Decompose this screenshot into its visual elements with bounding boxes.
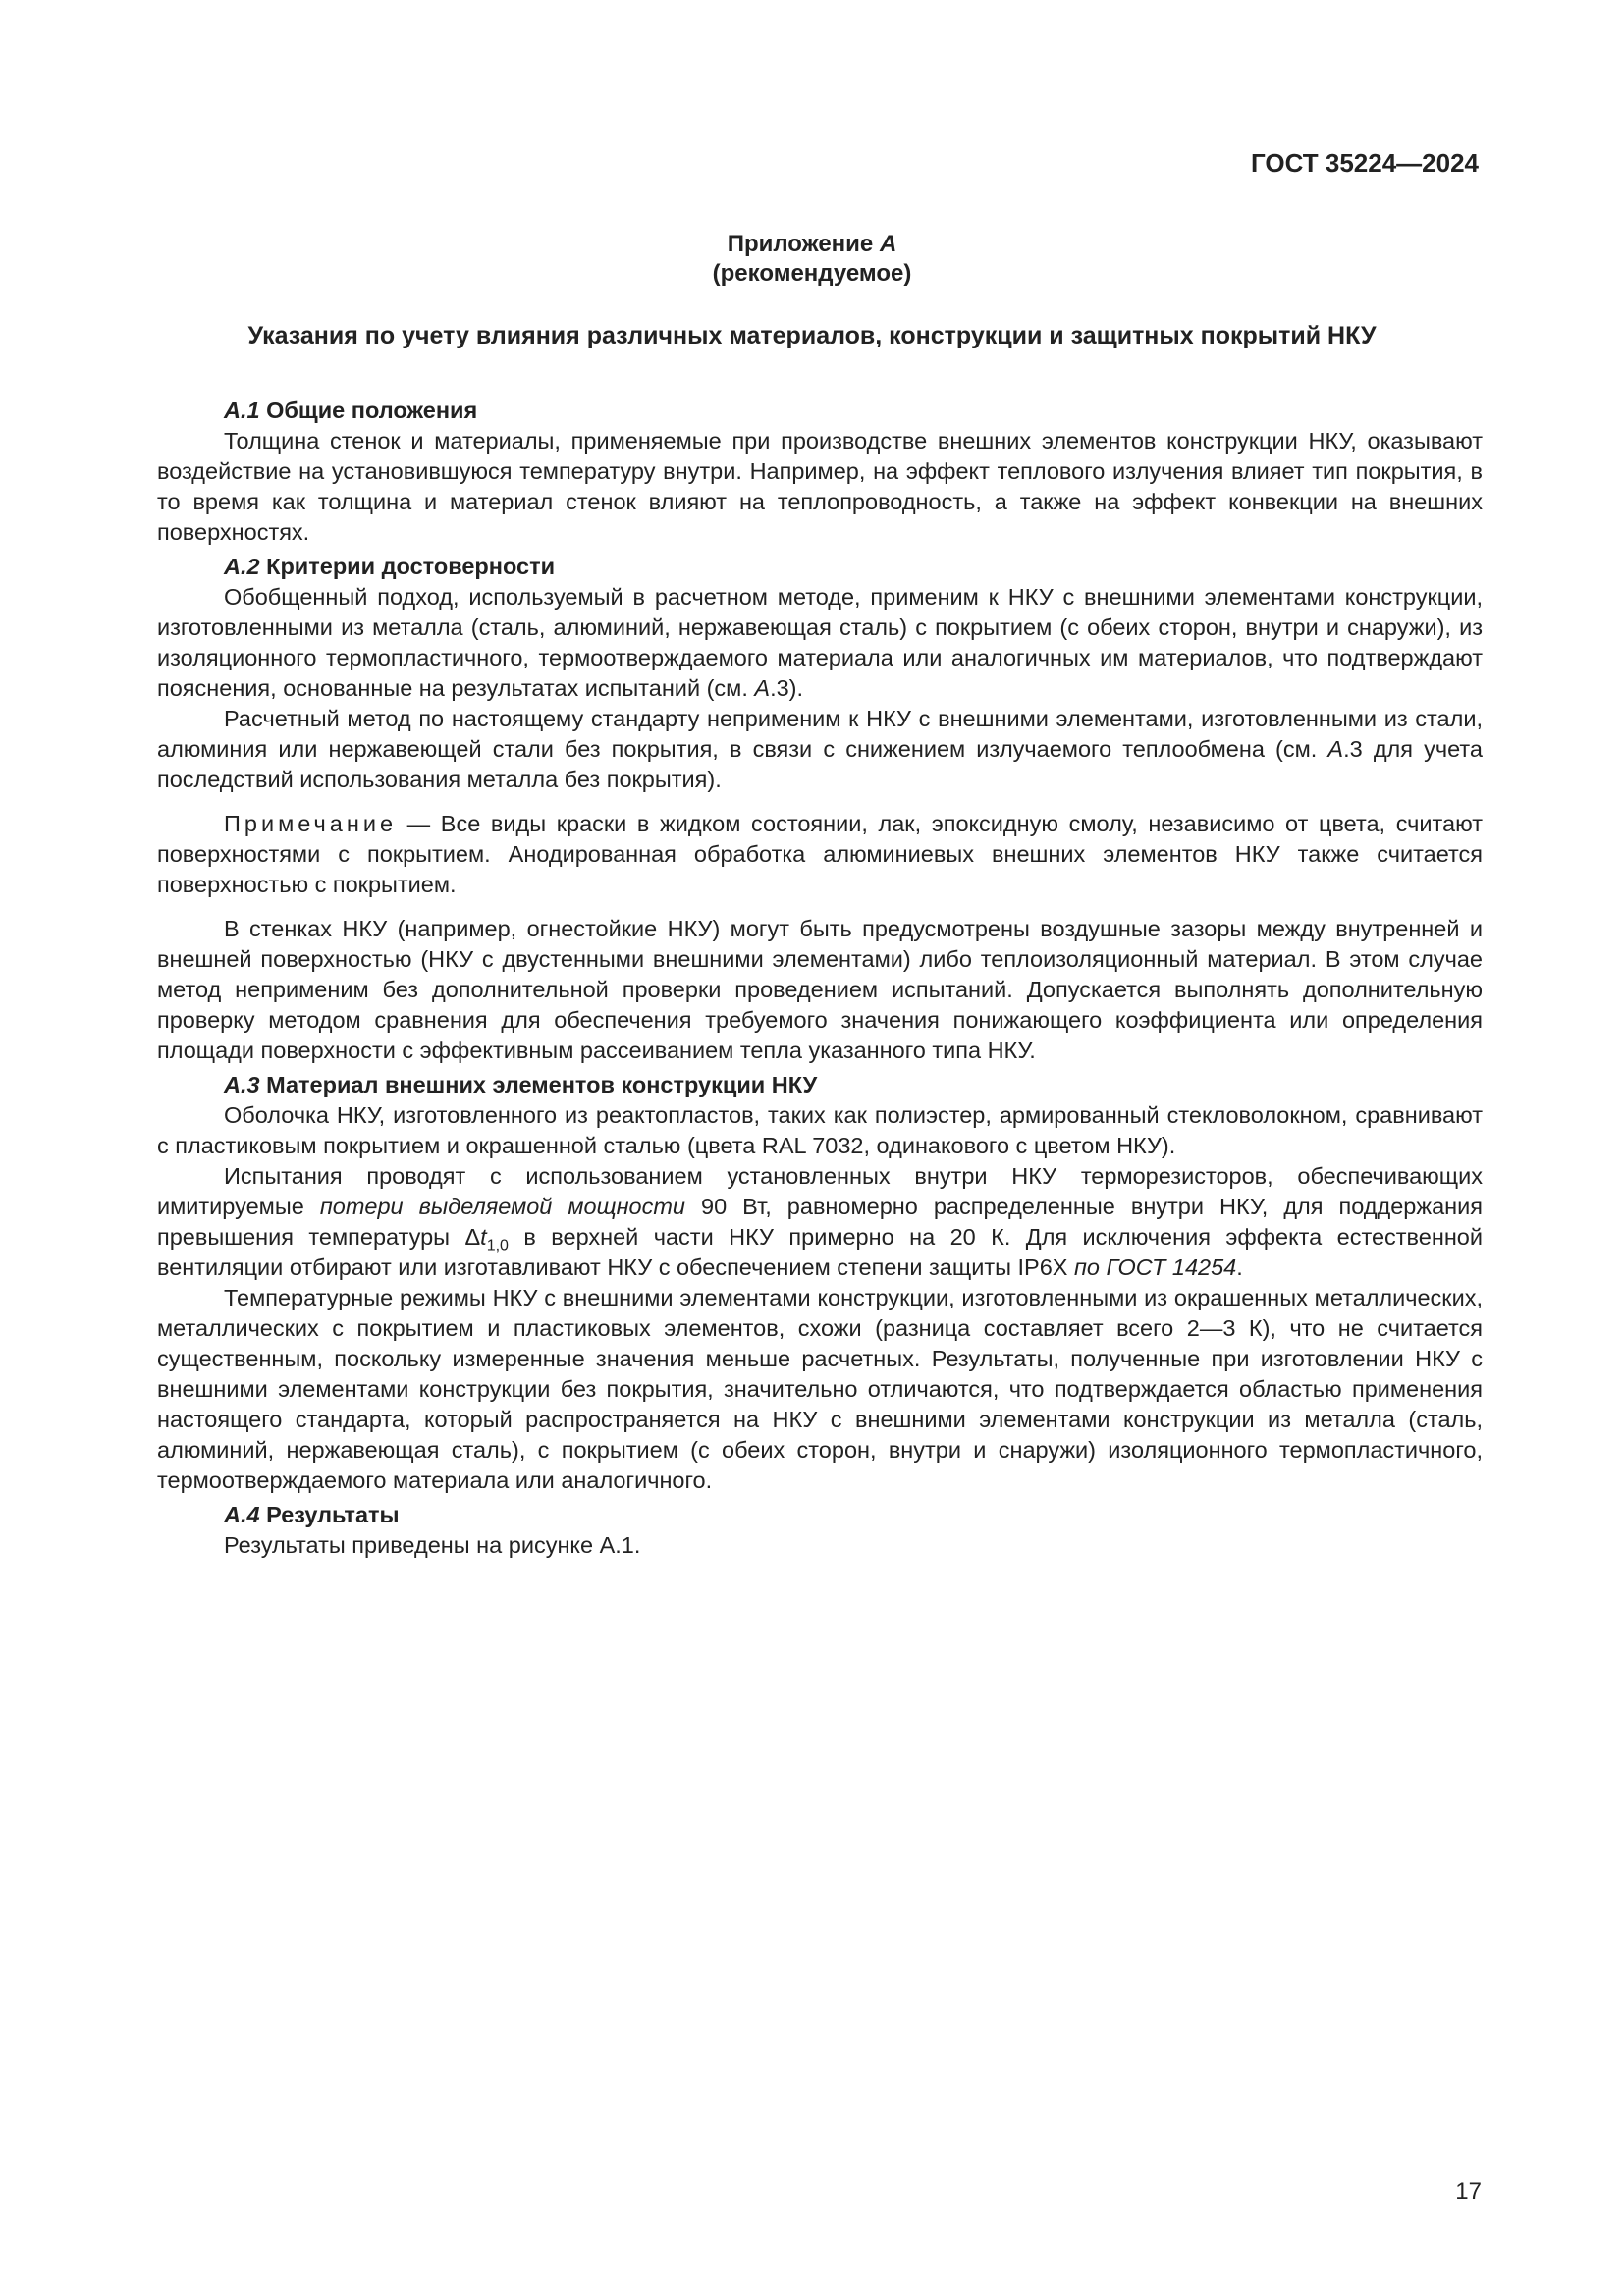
paragraph: Оболочка НКУ, изготовленного из реактопластов, таких как полиэстер, армированный стекловолокном, сравнивают с пластиковым покрытием и окрашенной сталью (цвета RAL 7032, одинакового с цветом НКУ).	[157, 1102, 1483, 1158]
cross-reference: А	[1327, 736, 1344, 762]
annex-letter: А	[879, 231, 897, 257]
annex-title: Указания по учету влияния различных материалов, конструкции и защитных покрытий НКУ	[247, 322, 1377, 349]
section-heading-a2	[157, 552, 1483, 582]
note-text: — Все виды краски в жидком состоянии, лак, эпоксидную смолу, независимо от цвета, считают поверхностями с покрытием. Анодированная обработка алюминиевых внешних элементов НКУ также считается поверхностью с покрытием.	[157, 811, 1483, 897]
section-title: Материал внешних элементов конструкции НКУ	[266, 1072, 818, 1097]
standard-reference: по ГОСТ 14254	[1073, 1255, 1237, 1280]
document-body	[157, 396, 1483, 1561]
section-title: Критерии достоверности	[266, 554, 556, 579]
cross-reference: А	[754, 675, 771, 701]
section-title: Результаты	[266, 1502, 400, 1527]
variable: t	[480, 1224, 487, 1250]
section-heading-a4	[157, 1500, 1483, 1530]
section-number: А.1	[224, 398, 260, 423]
section-title: Общие положения	[266, 398, 478, 423]
paragraph: Температурные режимы НКУ с внешними элементами конструкции, изготовленными из окрашенных металлических, металлических с покрытием и пластиковых элементов, схожи (разница составляет всего 2—3 К), что не считается существенным, поскольку измеренные значения меньше расчетных. Результаты, полученные при изготовлении НКУ с внешними элементами конструкции без покрытия, значительно отличаются, что подтверждается областью применения настоящего стандарта, который распространяется на НКУ с внешними элементами конструкции из металла (сталь, алюминий, нержавеющая сталь), с покрытием (с обеих сторон, внутри и снаружи) изоляционного термопластичного, термоотверждаемого материала или аналогичного.	[157, 1285, 1483, 1493]
annex-status: (рекомендуемое)	[712, 260, 912, 287]
annex-label-line	[0, 230, 1624, 259]
paragraph: Испытания проводят с использованием установленных внутри НКУ терморезисторов, обеспечивающих имитируемые потери выделяемой мощности 90 Вт, равномерно распределенные внутри НКУ, для поддержания превышения температуры $\Delta t_{1,0}$ в верхней части НКУ примерно на 20 К. Для исключения эффекта естественной вентиляции отбирают или изготавливают НКУ с обеспечением степени защиты IP6X по ГОСТ 14254.	[157, 1163, 1483, 1280]
note	[157, 809, 1483, 900]
standard-number: ГОСТ 35224—2024	[1251, 148, 1479, 178]
section-number: А.2	[224, 554, 260, 579]
paragraph: В стенках НКУ (например, огнестойкие НКУ) могут быть предусмотрены воздушные зазоры между внутренней и внешней поверхностью (НКУ с двустенными внешними элементами) либо теплоизоляционный материал. В этом случае метод неприменим без дополнительной проверки проведением испытаний. Допускается выполнять дополнительную проверку методом сравнения для обеспечения требуемого значения понижающего коэффициента или определения площади поверхности с эффективным рассеиванием тепла указанного типа НКУ.	[157, 916, 1483, 1063]
section-number: А.3	[224, 1072, 260, 1097]
section-number: А.4	[224, 1502, 260, 1527]
paragraph: Расчетный метод по настоящему стандарту неприменим к НКУ с внешними элементами, изготовленными из стали, алюминия или нержавеющей стали без покрытия, в связи с снижением излучаемого теплообмена (см. А.3 для учета последствий использования металла без покрытия).	[157, 706, 1483, 792]
paragraph: Толщина стенок и материалы, применяемые при производстве внешних элементов конструкции НКУ, оказывают воздействие на установившуюся температуру внутри. Например, на эффект теплового излучения влияет тип покрытия, в то время как толщина и материал стенок влияют на теплопроводность, а также на эффект конвекции на внешних поверхностях.	[157, 428, 1483, 545]
paragraph: Обобщенный подход, используемый в расчетном методе, применим к НКУ с внешними элементами конструкции, изготовленными из металла (сталь, алюминий, нержавеющая сталь) с покрытием (с обеих сторон, внутри и снаружи), из изоляционного термопластичного, термоотверждаемого материала или аналогичных им материалов, что подтверждают пояснения, основанные на результатах испытаний (см. А.3).	[157, 584, 1483, 701]
paragraph: Результаты приведены на рисунке А.1.	[224, 1532, 641, 1558]
section-heading-a1	[157, 396, 1483, 426]
subscript: 1,0	[486, 1237, 509, 1255]
annex-header	[0, 230, 1624, 289]
emphasized-term: потери выделяемой мощности	[319, 1194, 685, 1219]
section-heading-a3	[157, 1070, 1483, 1100]
page-number: 17	[1455, 2178, 1482, 2205]
annex-label: Приложение	[727, 231, 874, 257]
note-label: Примечание	[224, 811, 398, 836]
